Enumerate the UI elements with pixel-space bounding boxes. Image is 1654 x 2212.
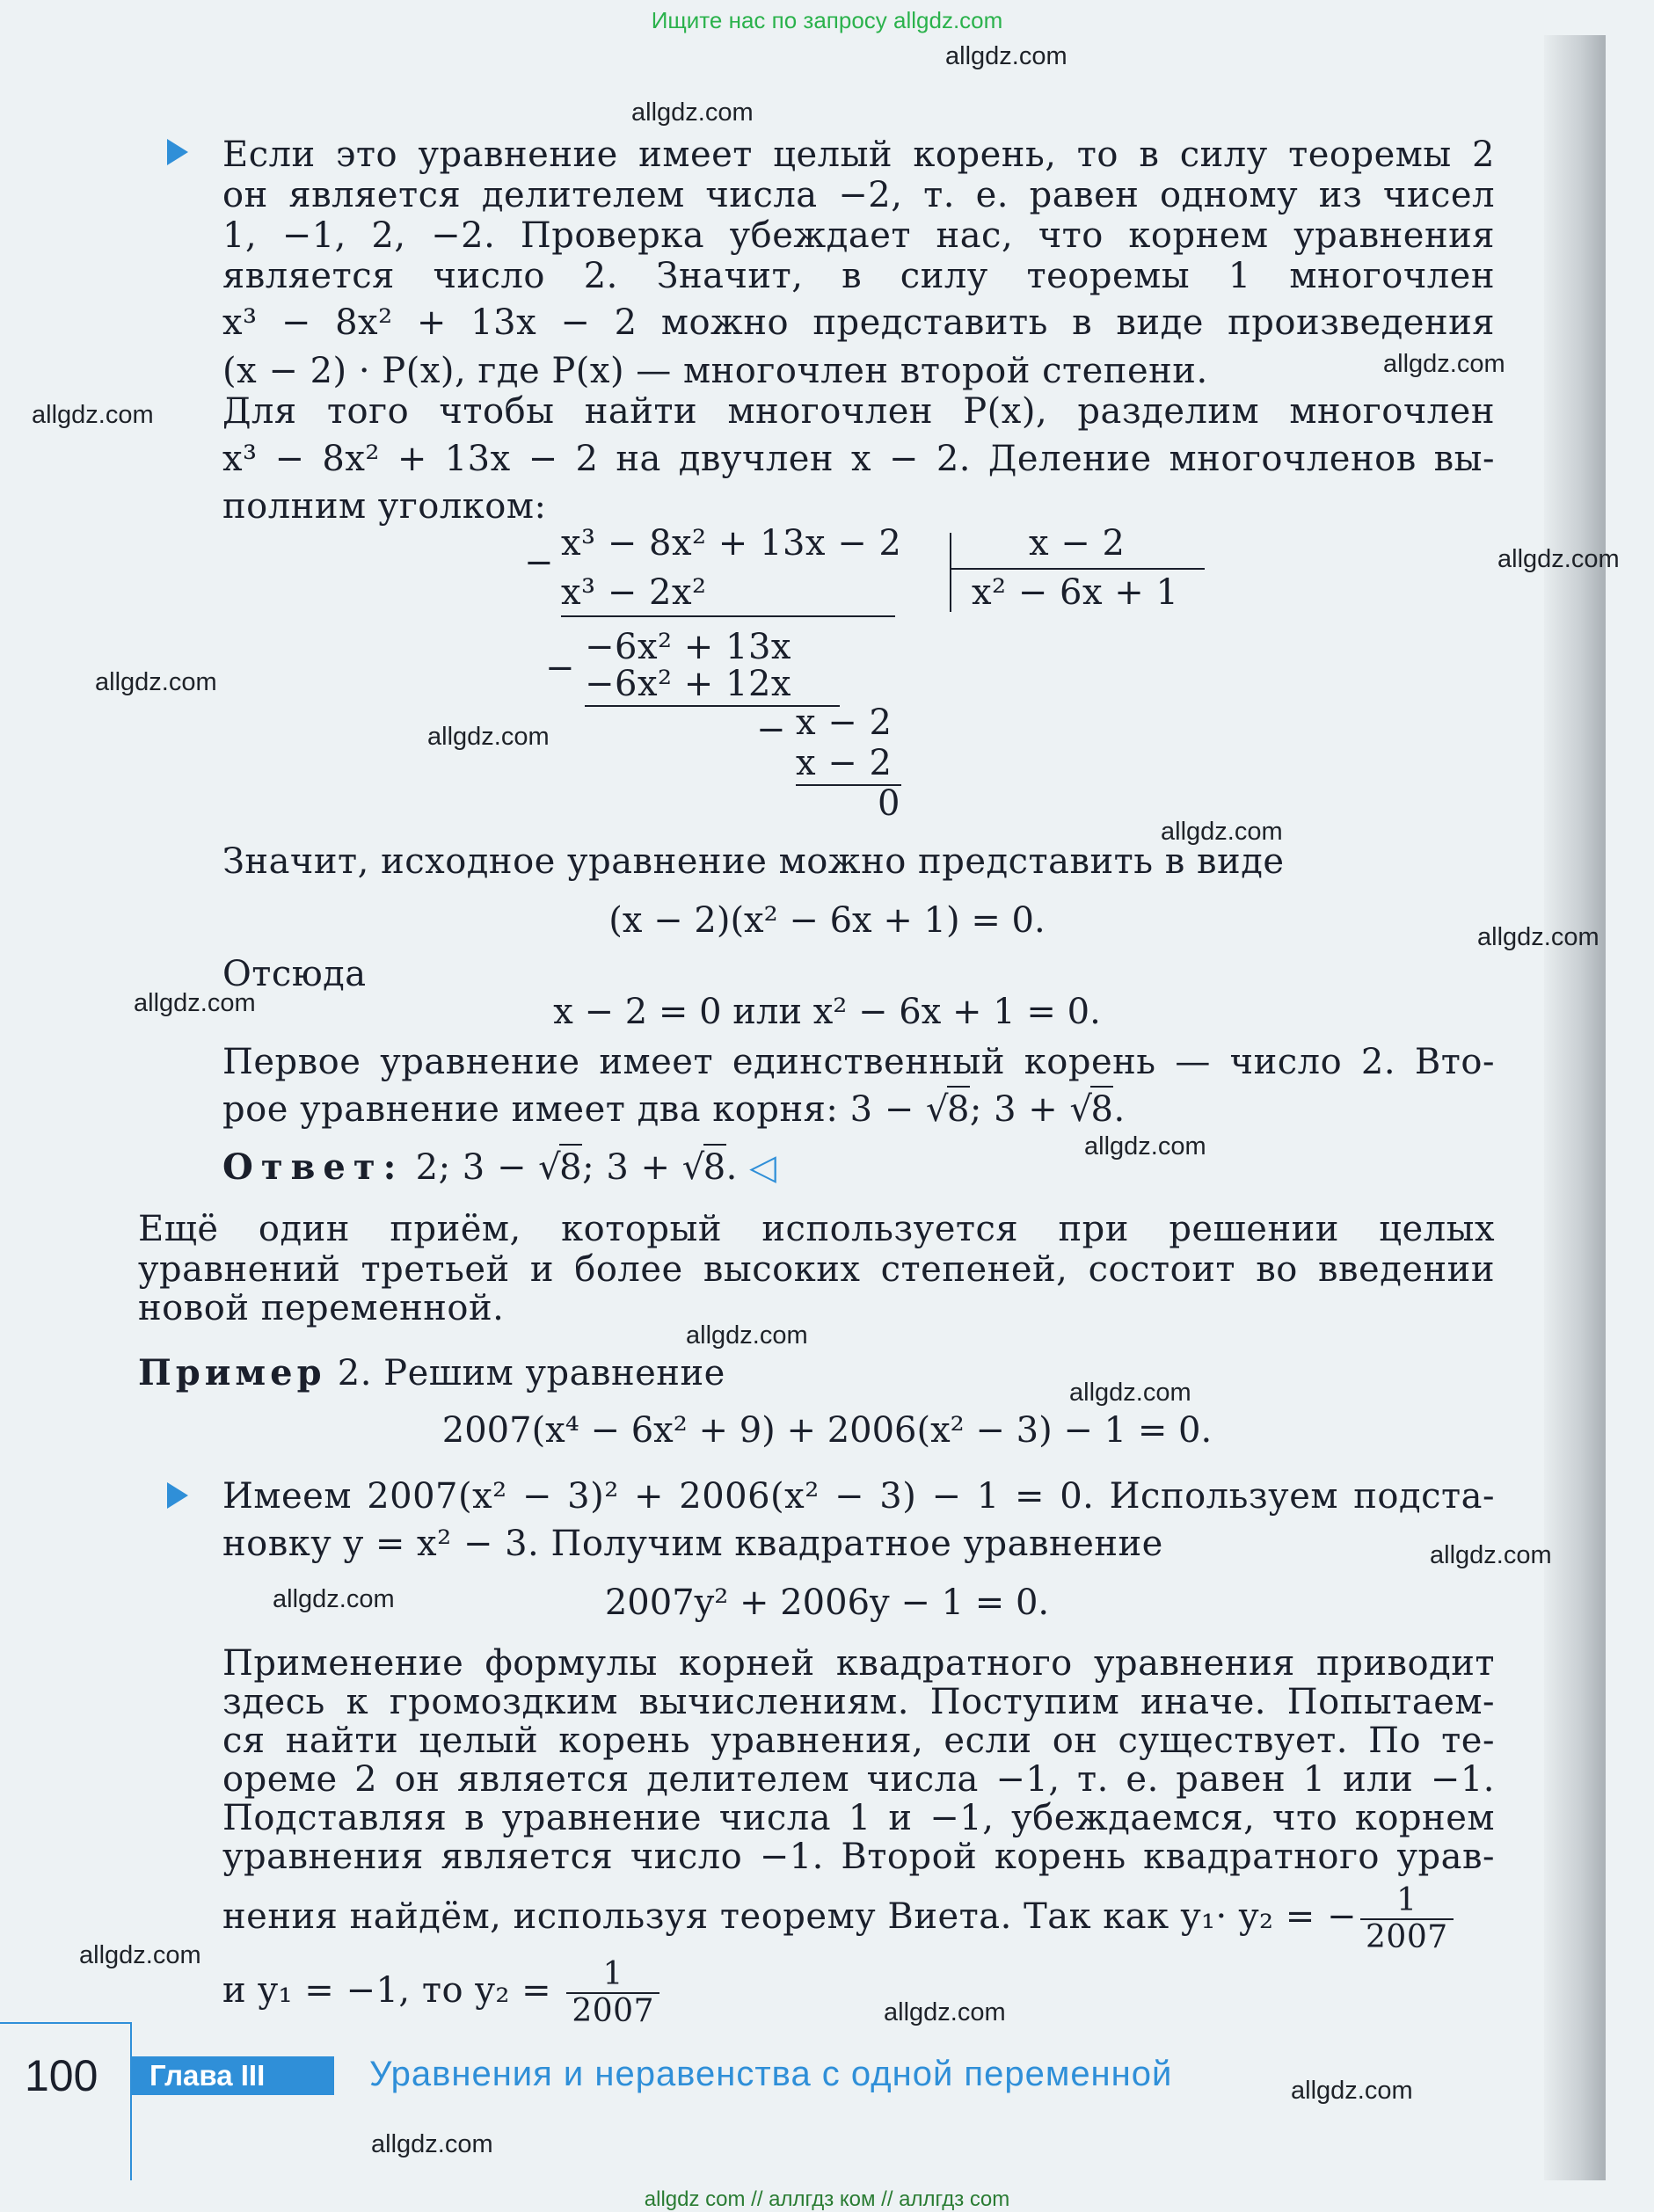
division-remainder: −6x² + 13x — [585, 627, 791, 667]
equation: 2007(x⁴ − 6x² + 9) + 2006(x² − 3) − 1 = 0. — [441, 1410, 1213, 1451]
radicand: 8 — [1090, 1086, 1113, 1130]
division-bracket-horizontal — [950, 568, 1205, 570]
footer-divider-vertical — [130, 2022, 132, 2180]
text-line: (x − 2) · P(x), где P(x) — многочлен второй степени. — [222, 351, 1208, 391]
watermark: allgdz.com — [32, 401, 154, 429]
example-heading: Пример 2. Решим уравнение — [138, 1352, 725, 1393]
division-result: 0 — [878, 783, 900, 824]
text-line: полним уголком: — [222, 486, 547, 527]
division-minus: − — [524, 542, 555, 583]
watermark: allgdz.com — [1430, 1541, 1552, 1569]
text-line: ореме 2 он является делителем числа −1, т. е. равен 1 или −1. — [222, 1759, 1495, 1800]
text-line: является число 2. Значит, в силу теоремы 1 многочлен — [222, 256, 1495, 296]
division-divisor: x − 2 — [1029, 523, 1126, 564]
text-line: ся найти целый корень уравнения, если он существует. По те- — [222, 1721, 1495, 1761]
solution-start-marker-icon — [167, 139, 188, 165]
watermark: allgdz.com — [371, 2130, 493, 2158]
text-line-vieta: нения найдём, используя теорему Виета. Так как y₁· y₂ = − $\frac{1}{2007}$ — [222, 1883, 1457, 1955]
text-line: Значит, исходное уравнение можно представить в виде — [222, 841, 1285, 882]
text-line: уравнения является число −1. Второй корень квадратного урав- — [222, 1837, 1495, 1877]
page-number: 100 — [25, 2051, 98, 2100]
radicand: 8 — [947, 1086, 970, 1130]
watermark: allgdz.com — [1497, 545, 1620, 573]
division-step: x³ − 2x² — [561, 572, 707, 613]
text-line: новой переменной. — [138, 1288, 505, 1328]
division-minus: − — [756, 709, 787, 750]
watermark: allgdz.com — [945, 42, 1067, 70]
text-line: уравнений третьей и более высоких степеней, состоит во введении — [138, 1249, 1495, 1290]
watermark: allgdz.com — [134, 989, 256, 1017]
text-line: x³ − 8x² + 13x − 2 можно представить в виде произведения — [222, 302, 1495, 343]
equation: x − 2 = 0 или x² − 6x + 1 = 0. — [553, 992, 1101, 1032]
watermark: allgdz.com — [1161, 818, 1283, 846]
watermark: allgdz.com — [631, 98, 754, 127]
answer-label: Ответ: — [222, 1146, 404, 1188]
radicand: 8 — [559, 1144, 582, 1188]
footer-divider — [0, 2022, 132, 2024]
division-step: −6x² + 12x — [585, 664, 791, 704]
fraction: $\frac{1}{2007}$ — [566, 1957, 659, 2029]
equation: (x − 2)(x² − 6x + 1) = 0. — [608, 900, 1046, 941]
text-line: Имеем 2007(x² − 3)² + 2006(x² − 3) − 1 = 0. Используем подста- — [222, 1476, 1495, 1517]
watermark: allgdz.com — [427, 723, 550, 751]
equation: 2007y² + 2006y − 1 = 0. — [604, 1583, 1050, 1623]
division-step: x − 2 — [796, 743, 893, 783]
division-quotient: x² − 6x + 1 — [972, 572, 1179, 613]
radicand: 8 — [703, 1144, 726, 1188]
text-line: Применение формулы корней квадратного уравнения приводит — [222, 1643, 1495, 1684]
text-line: он является делителем числа −2, т. е. равен одному из чисел — [222, 175, 1495, 215]
text-line: Первое уравнение имеет единственный корень — число 2. Вто- — [222, 1042, 1495, 1082]
text-line: Подставляя в уравнение числа 1 и −1, убеждаемся, что корнем — [222, 1798, 1495, 1838]
watermark: allgdz.com — [686, 1321, 808, 1350]
end-of-solution-icon: ◁ — [749, 1147, 777, 1188]
division-bracket-vertical — [950, 533, 951, 612]
chapter-badge: Глава III — [132, 2056, 334, 2095]
watermark: allgdz.com — [1477, 923, 1599, 951]
watermark: allgdz.com — [1084, 1132, 1206, 1161]
text-line: 1, −1, 2, −2. Проверка убеждает нас, что корнем уравнения — [222, 215, 1495, 256]
text-line: здесь к громоздким вычислениям. Поступим иначе. Попытаем- — [222, 1682, 1495, 1722]
watermark: allgdz.com — [79, 1941, 201, 1969]
division-minus: − — [545, 648, 576, 688]
chapter-title: Уравнения и неравенства с одной переменной — [369, 2055, 1173, 2093]
text-line: Отсюда — [222, 954, 367, 994]
text-line: Если это уравнение имеет целый корень, то в силу теоремы 2 — [222, 135, 1495, 175]
watermark: allgdz.com — [95, 668, 217, 696]
text-line-last: и y₁ = −1, то y₂ = $\frac{1}{2007}$ — [222, 1957, 663, 2029]
fraction: $\frac{1}{2007}$ — [1360, 1883, 1454, 1955]
bottom-watermark[interactable]: allgdz com // аллгдз ком // аллгдз com — [644, 2187, 1010, 2211]
text-line: рое уравнение имеет два корня: 3 − √8; 3 + √8. — [222, 1090, 1126, 1129]
watermark: allgdz.com — [273, 1585, 395, 1613]
watermark: allgdz.com — [884, 1998, 1006, 2026]
division-remainder: x − 2 — [796, 702, 893, 743]
text-line: Ещё один приём, который используется при решении целых — [138, 1209, 1495, 1249]
text-line: новку y = x² − 3. Получим квадратное уравнение — [222, 1524, 1163, 1564]
text-line: Для того чтобы найти многочлен P(x), разделим многочлен — [222, 391, 1495, 432]
division-underline — [561, 615, 895, 617]
solution-start-marker-icon — [167, 1482, 188, 1509]
watermark: allgdz.com — [1069, 1379, 1191, 1407]
page-edge-shadow — [1544, 35, 1606, 2180]
division-dividend: x³ − 8x² + 13x − 2 — [561, 523, 902, 564]
answer-line: Ответ: 2; 3 − √8; 3 + √8. ◁ — [222, 1148, 776, 1187]
text-line: x³ − 8x² + 13x − 2 на двучлен x − 2. Деление многочленов вы- — [222, 439, 1495, 479]
top-watermark[interactable]: Ищите нас по запросу allgdz.com — [651, 7, 1003, 33]
watermark: allgdz.com — [1383, 350, 1505, 378]
watermark: allgdz.com — [1291, 2077, 1413, 2105]
example-label: Пример — [138, 1352, 326, 1393]
